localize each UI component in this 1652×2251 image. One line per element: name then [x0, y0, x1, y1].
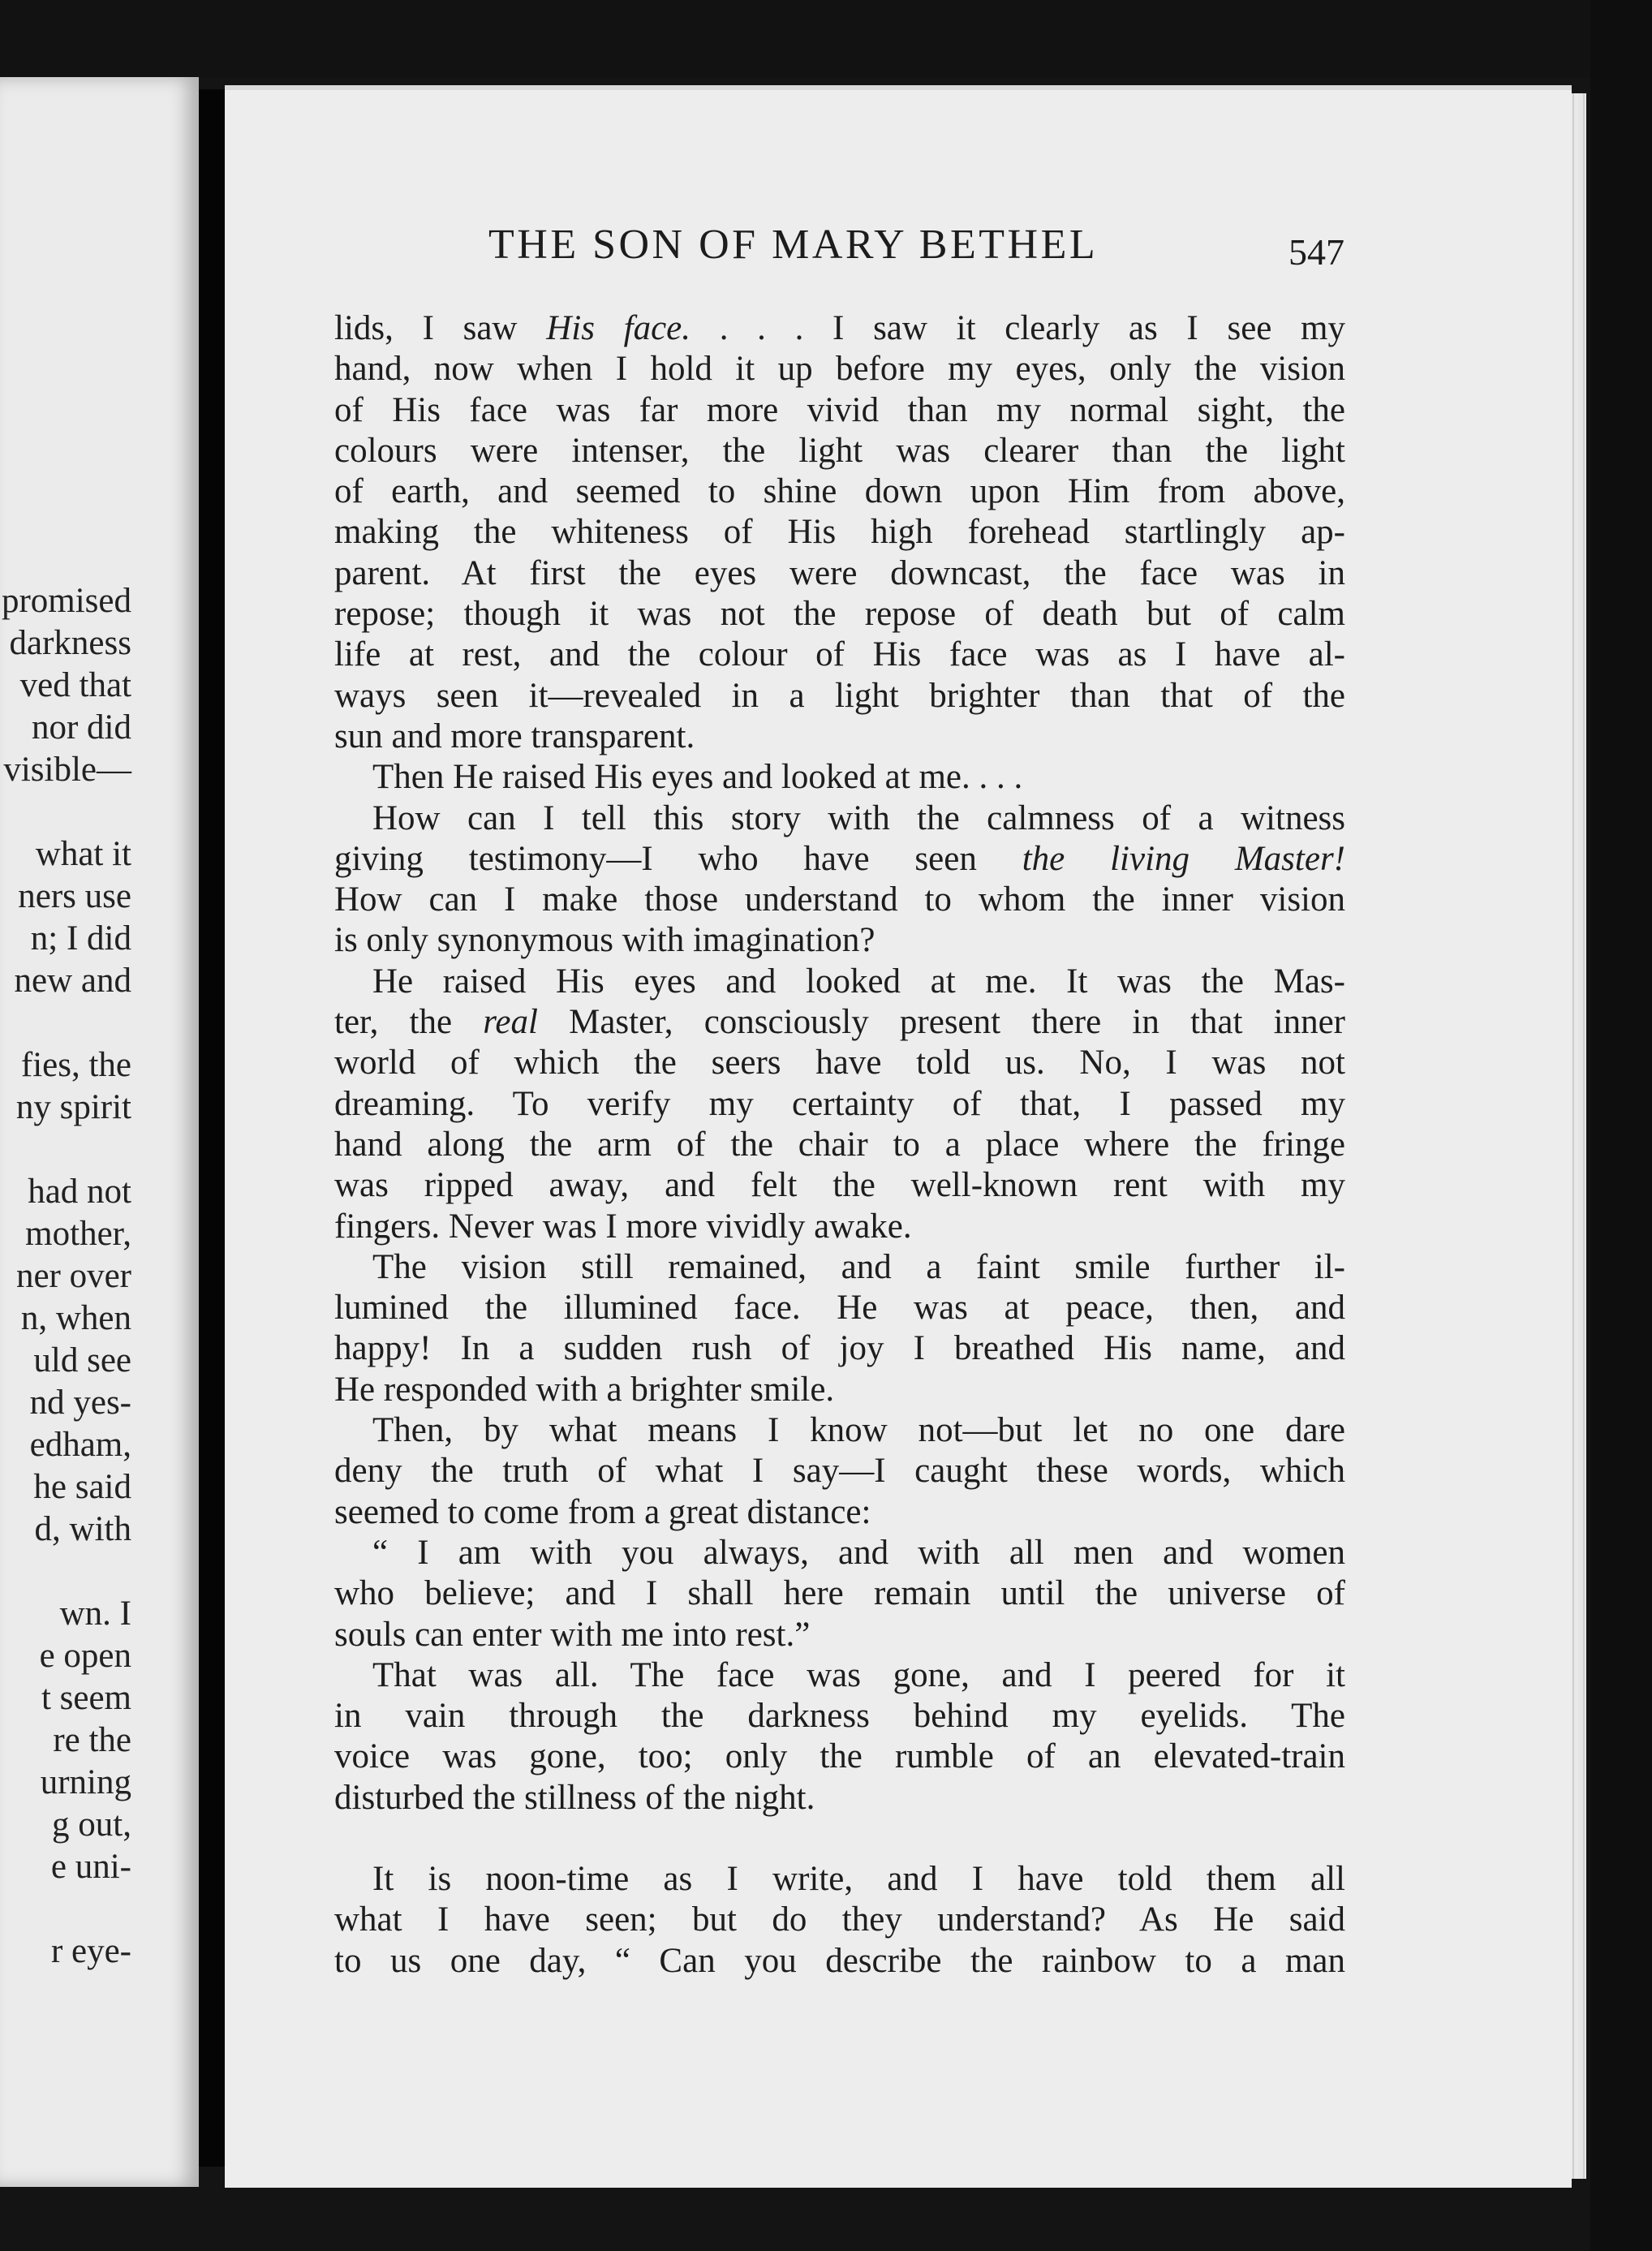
book-gutter	[199, 89, 225, 2167]
text-line: colours were intenser, the light was clearer than the light	[334, 431, 1345, 470]
text-line: to us one day, “ Can you describe the rainbow to a man	[334, 1941, 1345, 1980]
text-line: happy! In a sudden rush of joy I breathed His name, and	[334, 1329, 1345, 1368]
previous-page-line-fragment: g out,	[52, 1806, 131, 1844]
text-line	[334, 308, 1345, 349]
text-line: of His face was far more vivid than my normal sight, the	[334, 390, 1345, 429]
previous-page-line-fragment: edham,	[29, 1426, 131, 1464]
text-line: life at rest, and the colour of His face was as I have al-	[334, 635, 1345, 674]
previous-page-line-fragment: nor did	[31, 708, 131, 747]
text-line: deny the truth of what I say—I caught these words, which	[334, 1452, 1345, 1491]
text-line	[334, 1002, 1345, 1043]
previous-page-line-fragment: d, with	[34, 1510, 131, 1548]
text-line: “ I am with you always, and with all men and women	[372, 1533, 1345, 1572]
previous-page-line-fragment: n, when	[20, 1299, 131, 1337]
section-break	[334, 1818, 1345, 1859]
text-line: world of which the seers have told us. No, I was not	[334, 1044, 1345, 1082]
text-line: dreaming. To verify my certainty of that, I passed my	[334, 1084, 1345, 1123]
text-line: He responded with a brighter smile.	[334, 1370, 835, 1409]
previous-page-line-fragment: what it	[35, 835, 131, 873]
text-line: hand, now when I hold it up before my eyes, only the vision	[334, 350, 1345, 389]
text-line: who believe; and I shall here remain until the universe of	[334, 1574, 1345, 1613]
text-run: . . . I saw it clearly as I see my	[690, 309, 1346, 347]
page-number: 547	[1288, 231, 1344, 273]
body-text	[334, 308, 1345, 1982]
text-run: lids, I saw	[334, 309, 547, 347]
text-line: The vision still remained, and a faint smile further il-	[372, 1247, 1345, 1286]
text-line: ways seen it—revealed in a light brighter than that of the	[334, 676, 1345, 715]
scan-background-top	[0, 0, 1652, 77]
scan-background-right	[1590, 0, 1652, 2251]
previous-page-line-fragment: had not	[28, 1173, 131, 1211]
text-line: That was all. The face was gone, and I peered for it	[372, 1655, 1345, 1694]
text-line: fingers. Never was I more vividly awake.	[334, 1207, 912, 1246]
text-line: He raised His eyes and looked at me. It was the Mas-	[372, 962, 1345, 1001]
text-line: How can I make those understand to whom the inner vision	[334, 880, 1345, 919]
text-line: making the whiteness of His high forehead startlingly ap-	[334, 513, 1345, 552]
previous-page-line-fragment: fies, the	[20, 1046, 131, 1084]
text-line: seemed to come from a great distance:	[334, 1492, 871, 1531]
text-line: voice was gone, too; only the rumble of an elevated-train	[334, 1737, 1345, 1776]
text-line: of earth, and seemed to shine down upon Him from above,	[334, 472, 1345, 511]
previous-page-line-fragment: t seem	[41, 1679, 131, 1717]
previous-page-line-fragment: mother,	[25, 1215, 131, 1253]
previous-page-line-fragment: nd yes-	[29, 1384, 131, 1422]
text-line: repose; though it was not the repose of death but of calm	[334, 595, 1345, 634]
text-line: what I have seen; but do they understand? As He said	[334, 1900, 1345, 1939]
italic-emphasis: real	[483, 1003, 538, 1042]
text-line: is only synonymous with imagination?	[334, 921, 875, 960]
previous-page-line-fragment: e open	[39, 1637, 131, 1675]
text-line: Then, by what means I know not—but let no one dare	[372, 1411, 1345, 1450]
text-run: giving testimony—I who have seen	[334, 839, 1022, 878]
text-line: It is noon-time as I write, and I have told them all	[372, 1859, 1345, 1898]
text-line: disturbed the stillness of the night.	[334, 1778, 815, 1817]
previous-page-line-fragment: ner over	[15, 1257, 131, 1295]
previous-page-line-fragment: visible—	[3, 751, 131, 789]
text-line: sun and more transparent.	[334, 717, 695, 755]
previous-page-line-fragment: e uni-	[50, 1848, 131, 1886]
previous-page-line-fragment: r eye-	[50, 1932, 131, 1970]
previous-page-line-fragment: re the	[53, 1721, 131, 1759]
text-line: lumined the illumined face. He was at peace, then, and	[334, 1289, 1345, 1328]
previous-page-line-fragment: ved that	[19, 666, 131, 704]
previous-page-line-fragment: uld see	[33, 1341, 131, 1379]
previous-page-line-fragment: new and	[14, 962, 131, 1000]
previous-page-line-fragment: wn. I	[59, 1595, 131, 1633]
italic-emphasis: the living Master!	[1022, 839, 1345, 878]
text-run: Master, consciously present there in that inner	[537, 1003, 1345, 1042]
text-line: souls can enter with me into rest.”	[334, 1615, 811, 1654]
text-line	[334, 839, 1345, 880]
previous-page-line-fragment: n; I did	[30, 919, 131, 958]
text-run: ter, the	[334, 1003, 484, 1042]
previous-page-line-fragment: urning	[40, 1763, 131, 1801]
text-line: hand along the arm of the chair to a place where the fringe	[334, 1125, 1345, 1164]
text-line: was ripped away, and felt the well-known rent with my	[334, 1166, 1345, 1205]
text-line: parent. At first the eyes were downcast, the face was in	[334, 553, 1345, 592]
previous-page-line-fragment: ny spirit	[15, 1088, 131, 1126]
previous-page-line-fragment: he said	[33, 1468, 131, 1506]
previous-page-line-fragment: promised	[1, 582, 131, 620]
running-head: THE SON OF MARY BETHEL	[488, 222, 1099, 268]
text-line: in vain through the darkness behind my eyelids. The	[334, 1697, 1345, 1736]
text-line: Then He raised His eyes and looked at me. . . .	[372, 758, 1023, 797]
text-line: How can I tell this story with the calmness of a witness	[372, 798, 1345, 837]
previous-page-line-fragment: ners use	[18, 877, 131, 915]
italic-emphasis: His face.	[546, 309, 690, 347]
previous-page-line-fragment: darkness	[9, 624, 131, 662]
previous-page	[0, 77, 199, 2187]
